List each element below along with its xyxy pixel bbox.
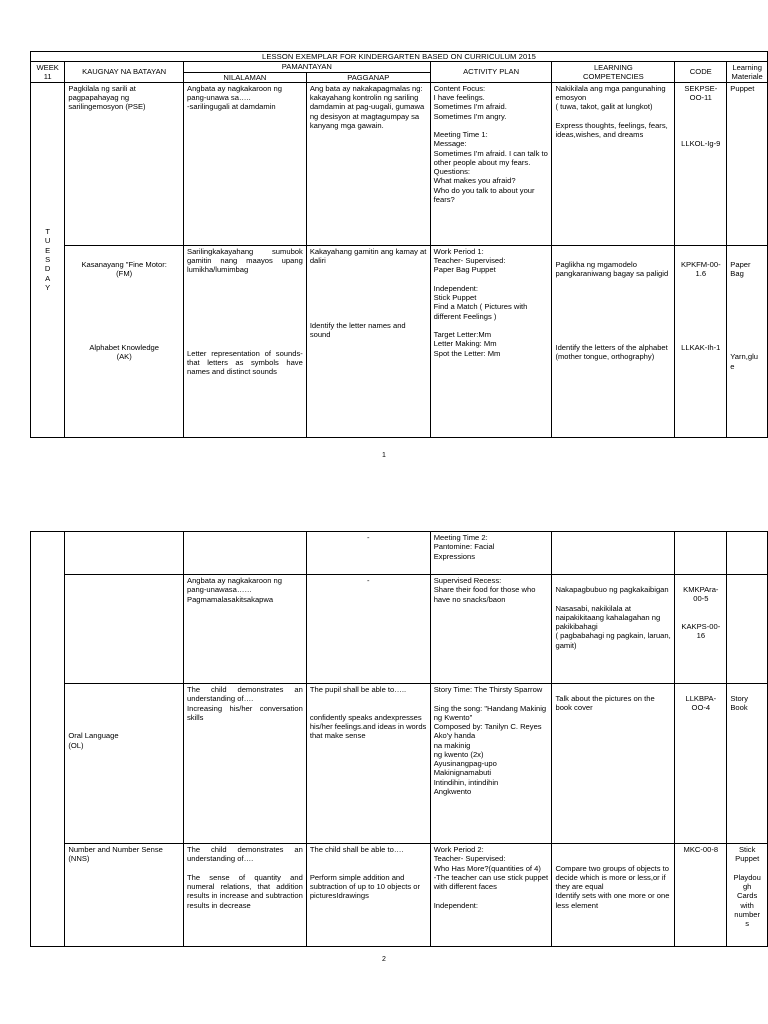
pagganap-cell: The pupil shall be able to….. confidently speaks andexpresses his/her feelings.and ideas in words that make sense	[306, 684, 430, 844]
kaugnay-cell: Pagkilala ng sarili at pagpapahayag ng sarilingemosyon (PSE)	[65, 82, 184, 245]
competencies-cell: Talk about the pictures on the book cover	[552, 684, 675, 844]
nilalaman-cell: Angbata ay nagkakaroon ng pang-unawa sa….. -sarilingugali at damdamin	[184, 82, 307, 245]
code-cell: KMKPAra- 00-5 KAKPS-00- 16	[675, 575, 727, 684]
code-cell: MKC-00-8	[675, 844, 727, 947]
activity-cell: Supervised Recess: Share their food for those who have no snacks/baon	[430, 575, 552, 684]
page-number-1: 1	[382, 452, 386, 459]
activity-cell: Meeting Time 2: Pantomine: Facial Expressions	[430, 532, 552, 575]
code-cell	[675, 532, 727, 575]
activity-cell: Work Period 2: Teacher- Supervised: Who Has More?(quantities of 4) -The teacher can use stick puppet with different faces Independent:	[430, 844, 552, 947]
activity-cell: Content Focus: I have feelings. Sometimes I'm afraid. Sometimes I'm angry. Meeting Time 1: Message: Sometimes I'm afraid. I can talk to other people about my fears. Questions: What makes you afraid? Who do you talk to about your fears?	[430, 82, 552, 245]
table-row	[31, 684, 768, 844]
table-row	[31, 82, 768, 245]
materials-header: Learning Materiale	[727, 62, 768, 83]
pagganap-cell: -	[306, 532, 430, 575]
nilalaman-cell: The child demonstrates an understanding of…. The sense of quantity and numeral relations, that addition results in increase and subtraction results in decrease	[184, 844, 307, 947]
materials-cell: Puppet	[727, 82, 768, 245]
table-row	[31, 844, 768, 947]
competencies-cell	[552, 532, 675, 575]
kaugnay-cell	[65, 575, 184, 684]
nilalaman-cell: The child demonstrates an understanding of…. Increasing his/her conversation skills	[184, 684, 307, 844]
pagganap-cell: Ang bata ay nakakapagmalas ng: kakayahang kontrolin ng sariling damdamin at pag-uugali, gumawa ng desisyon at magtagumpay sa kanyang mga gawain.	[306, 82, 430, 245]
activity-cell: Work Period 1: Teacher- Supervised: Paper Bag Puppet Independent: Stick Puppet Find a Match ( Pictures with different Feelings ) Target Letter:Mm Letter Making: Mm Spot the Letter: Mm	[430, 245, 552, 437]
day-label: T U E S D A Y	[31, 82, 65, 437]
nilalaman-header: NILALAMAN	[184, 72, 307, 82]
activity-cell: Story Time: The Thirsty Sparrow Sing the song: "Handang Makinig ng Kwento" Composed by: Tanilyn C. Reyes Ako'y handa na makinig ng kwento (2x) Ayusinangpag-upo Makinignamabuti Intindihin, intindihin Angkwento	[430, 684, 552, 844]
materials-cell: Paper Bag Yarn,glu e	[727, 245, 768, 437]
kaugnay-header: KAUGNAY NA BATAYAN	[65, 62, 184, 83]
kaugnay-cell: Kasanayang "Fine Motor: (FM) Alphabet Knowledge (AK)	[65, 245, 184, 437]
materials-cell	[727, 532, 768, 575]
competencies-cell: Nakapagbubuo ng pagkakaibigan Nasasabi, nakikilala at naipakikitaang kahalagahan ng pakikibahagi ( pagbabahagi ng pagkain, laruan, gamit)	[552, 575, 675, 684]
lesson-table-page-1	[30, 51, 768, 438]
code-cell: KPKFM-00- 1.6 LLKAK-Ih-1	[675, 245, 727, 437]
table-row	[31, 245, 768, 437]
week-header: WEEK 11	[31, 62, 65, 83]
page-2	[30, 531, 768, 947]
materials-cell: Story Book	[727, 684, 768, 844]
pagganap-cell: The child shall be able to…. Perform simple addition and subtraction of up to 10 objects or picturesIdrawings	[306, 844, 430, 947]
learning-header: LEARNING COMPETENCIES	[552, 62, 675, 83]
pagganap-cell: Kakayahang gamitin ang kamay at daliri Identify the letter names and sound	[306, 245, 430, 437]
code-cell: LLKBPA- OO-4	[675, 684, 727, 844]
competencies-cell: Paglikha ng mgamodelo pangkaraniwang bagay sa paligid Identify the letters of the alphabet (mother tongue, orthography)	[552, 245, 675, 437]
materials-cell: Stick Puppet Playdou gh Cards with number s	[727, 844, 768, 947]
page-1	[30, 51, 768, 438]
kaugnay-cell: Number and Number Sense (NNS)	[65, 844, 184, 947]
pamantayan-header: PAMANTAYAN	[184, 62, 431, 72]
nilalaman-cell: Angbata ay nagkakaroon ng pang-unawasa…… Pagmamalasakitsakapwa	[184, 575, 307, 684]
kaugnay-cell: Oral Language (OL)	[65, 684, 184, 844]
table-row	[31, 575, 768, 684]
lesson-table-page-2	[30, 531, 768, 947]
pagganap-cell: -	[306, 575, 430, 684]
nilalaman-cell	[184, 532, 307, 575]
page-number-2: 2	[382, 956, 386, 963]
competencies-cell: Nakikilala ang mga pangunahing emosyon ( tuwa, takot, galit at lungkot) Express thoughts, feelings, fears, ideas,wishes, and dreams	[552, 82, 675, 245]
code-cell: SEKPSE- OO-11 LLKOL-Ig-9	[675, 82, 727, 245]
activity-header: ACTIVITY PLAN	[430, 62, 552, 83]
kaugnay-cell	[65, 532, 184, 575]
day-cell	[31, 532, 65, 947]
code-header: CODE	[675, 62, 727, 83]
document-title: LESSON EXEMPLAR FOR KINDERGARTEN BASED ON CURRICULUM 2015	[31, 52, 768, 62]
table-row	[31, 532, 768, 575]
competencies-cell: Compare two groups of objects to decide which is more or less,or if they are equal Identify sets with one more or one less element	[552, 844, 675, 947]
nilalaman-cell: Sarilingkakayahang sumubok gamitin nang maayos upang lumikha/lumimbag Letter representation of sounds-that letters as symbols have names and distinct sounds	[184, 245, 307, 437]
materials-cell	[727, 575, 768, 684]
pagganap-header: PAGGANAP	[306, 72, 430, 82]
